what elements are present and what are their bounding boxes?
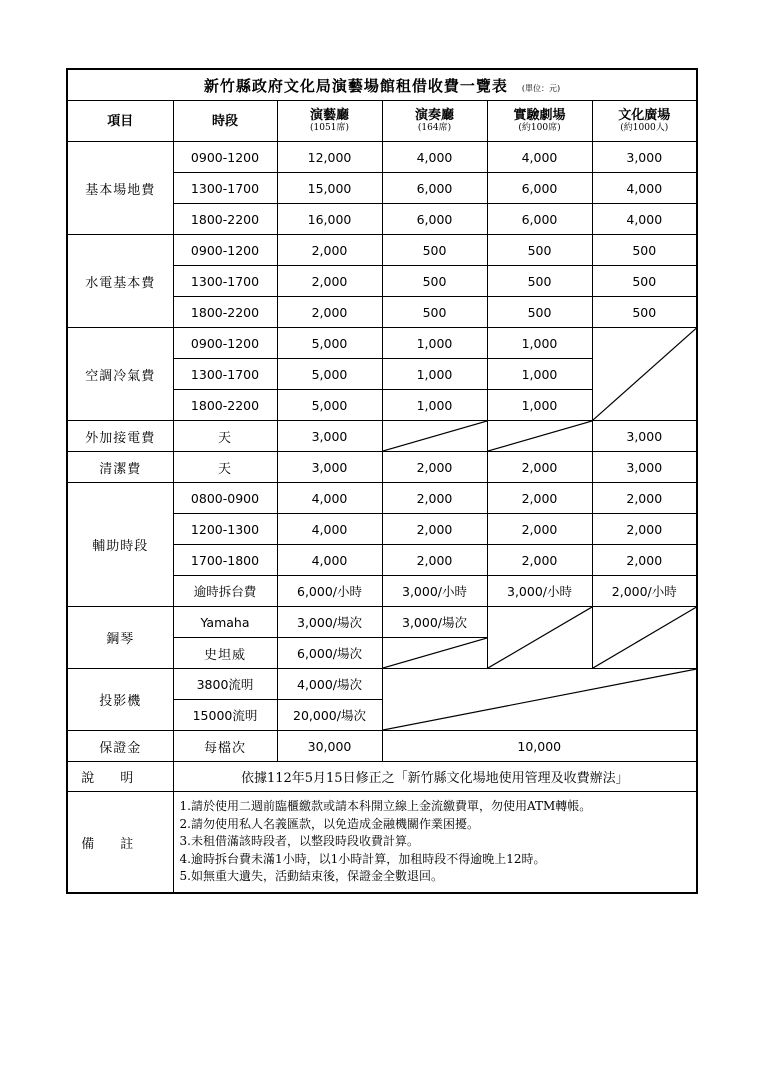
venue-name: 實驗劇場	[513, 108, 566, 123]
basic-fee-label: 基本場地費	[67, 142, 173, 235]
note-line: 5.如無重大遺失，活動結束後，保證金全數退回。	[179, 869, 443, 884]
fee-cell: 2,000	[382, 452, 487, 483]
explanation-label-text: 說明	[81, 771, 160, 786]
fee-cell: 4,000	[592, 204, 697, 235]
unit-note: (單位：元)	[521, 83, 561, 93]
period-cell: 3800流明	[173, 669, 277, 700]
fee-cell: 2,000	[487, 452, 592, 483]
fee-cell: 4,000	[277, 483, 382, 514]
deposit-label: 保證金	[67, 731, 173, 762]
diagonal-slash	[488, 607, 592, 668]
period-cell: 1700-1800	[173, 545, 277, 576]
piano-label: 鋼琴	[67, 607, 173, 669]
table-row	[67, 483, 697, 514]
extra-power-label: 外加接電費	[67, 421, 173, 452]
fee-cell: 4,000	[277, 514, 382, 545]
period-cell: Yamaha	[173, 607, 277, 638]
notes-content	[173, 792, 697, 894]
header-period: 時段	[173, 101, 277, 142]
diagonal-slash	[488, 421, 592, 451]
diagonal-slash	[383, 421, 487, 451]
projector-label: 投影機	[67, 669, 173, 731]
fee-cell: 500	[382, 266, 487, 297]
period-cell: 史坦威	[173, 638, 277, 669]
header-venue-recital-hall	[382, 101, 487, 142]
table-row	[67, 328, 697, 359]
fee-table	[66, 68, 698, 894]
fee-cell: 5,000	[277, 390, 382, 421]
period-cell: 15000流明	[173, 700, 277, 731]
fee-cell: 500	[487, 235, 592, 266]
fee-cell: 2,000	[277, 266, 382, 297]
fee-cell: 2,000	[382, 483, 487, 514]
fee-cell: 3,000	[592, 142, 697, 173]
fee-cell: 500	[487, 297, 592, 328]
notes-label-text: 備註	[81, 836, 160, 852]
table-row	[67, 792, 697, 894]
fee-cell: 3,000	[277, 452, 382, 483]
fee-cell: 6,000/小時	[277, 576, 382, 607]
fee-cell: 6,000	[487, 204, 592, 235]
venue-seats: (164席)	[417, 123, 452, 133]
diagonal-slash	[593, 328, 697, 420]
period-cell: 天	[173, 452, 277, 483]
not-applicable-cell	[592, 607, 697, 669]
aux-period-label: 輔助時段	[67, 483, 173, 607]
fee-cell: 3,000	[277, 421, 382, 452]
fee-cell: 2,000	[382, 545, 487, 576]
period-cell: 1300-1700	[173, 266, 277, 297]
period-cell: 每檔次	[173, 731, 277, 762]
table-row	[67, 607, 697, 638]
fee-cell: 3,000/小時	[487, 576, 592, 607]
venue-name: 文化廣場	[618, 108, 671, 123]
explanation-label	[67, 762, 173, 792]
fee-cell: 4,000/場次	[277, 669, 382, 700]
not-applicable-cell	[592, 328, 697, 421]
notes-label	[67, 792, 173, 894]
fee-cell: 2,000	[487, 483, 592, 514]
fee-cell: 3,000/小時	[382, 576, 487, 607]
fee-cell: 2,000/小時	[592, 576, 697, 607]
not-applicable-cell	[487, 421, 592, 452]
fee-cell: 16,000	[277, 204, 382, 235]
fee-cell: 500	[487, 266, 592, 297]
fee-cell: 1,000	[487, 328, 592, 359]
table-row	[67, 731, 697, 762]
fee-cell: 5,000	[277, 359, 382, 390]
not-applicable-cell	[487, 607, 592, 669]
period-cell: 天	[173, 421, 277, 452]
diagonal-slash	[383, 638, 487, 668]
not-applicable-cell	[382, 638, 487, 669]
table-row	[67, 421, 697, 452]
period-cell: 0900-1200	[173, 142, 277, 173]
header-item: 項目	[67, 101, 173, 142]
note-line: 3.未租借滿該時段者，以整段時段收費計算。	[179, 834, 419, 849]
fee-cell: 3,000/場次	[382, 607, 487, 638]
header-venue-experimental-theater	[487, 101, 592, 142]
explanation-text: 依據112年5月15日修正之「新竹縣文化場地使用管理及收費辦法」	[173, 762, 697, 792]
venue-name: 演藝廳	[309, 108, 349, 123]
fee-cell: 30,000	[277, 731, 382, 762]
diagonal-slash	[383, 669, 697, 730]
cleaning-label: 清潔費	[67, 452, 173, 483]
fee-cell: 3,000	[592, 421, 697, 452]
fee-cell: 2,000	[592, 514, 697, 545]
utility-fee-label: 水電基本費	[67, 235, 173, 328]
fee-cell: 6,000	[487, 173, 592, 204]
fee-cell: 1,000	[382, 390, 487, 421]
fee-cell: 2,000	[382, 514, 487, 545]
fee-cell: 4,000	[487, 142, 592, 173]
table-row	[67, 669, 697, 700]
fee-cell: 2,000	[277, 235, 382, 266]
fee-schedule-document	[66, 68, 696, 894]
period-cell: 0900-1200	[173, 235, 277, 266]
fee-cell: 1,000	[487, 359, 592, 390]
fee-cell: 2,000	[487, 545, 592, 576]
fee-cell: 2,000	[592, 483, 697, 514]
venue-seats: (約100席)	[518, 123, 561, 133]
period-cell: 0800-0900	[173, 483, 277, 514]
fee-cell: 6,000/場次	[277, 638, 382, 669]
period-cell: 1300-1700	[173, 359, 277, 390]
fee-cell: 6,000	[382, 204, 487, 235]
not-applicable-cell	[382, 421, 487, 452]
fee-cell: 500	[382, 297, 487, 328]
fee-cell: 6,000	[382, 173, 487, 204]
period-cell: 1300-1700	[173, 173, 277, 204]
fee-cell: 2,000	[592, 545, 697, 576]
period-cell: 0900-1200	[173, 328, 277, 359]
fee-cell: 3,000	[592, 452, 697, 483]
header-venue-culture-plaza	[592, 101, 697, 142]
period-cell: 1800-2200	[173, 297, 277, 328]
fee-cell: 1,000	[382, 328, 487, 359]
fee-cell: 500	[592, 235, 697, 266]
venue-seats: (約1000人)	[620, 123, 669, 133]
fee-cell: 4,000	[277, 545, 382, 576]
table-title: 新竹縣政府文化局演藝場館租借收費一覽表	[203, 76, 508, 95]
fee-cell: 5,000	[277, 328, 382, 359]
note-line: 2.請勿使用私人名義匯款，以免造成金融機關作業困擾。	[179, 816, 479, 831]
fee-cell: 1,000	[382, 359, 487, 390]
period-cell: 1800-2200	[173, 390, 277, 421]
table-row	[67, 762, 697, 792]
fee-cell: 10,000	[382, 731, 697, 762]
fee-cell: 500	[592, 266, 697, 297]
fee-cell: 4,000	[382, 142, 487, 173]
table-row	[67, 452, 697, 483]
table-title-row	[67, 69, 697, 101]
fee-cell: 20,000/場次	[277, 700, 382, 731]
fee-cell: 2,000	[277, 297, 382, 328]
fee-cell: 3,000/場次	[277, 607, 382, 638]
header-row	[67, 101, 697, 142]
diagonal-slash	[593, 607, 697, 668]
venue-name: 演奏廳	[414, 108, 454, 123]
table-row	[67, 235, 697, 266]
fee-cell: 2,000	[487, 514, 592, 545]
period-cell: 逾時拆台費	[173, 576, 277, 607]
venue-seats: (1051席)	[310, 123, 349, 133]
period-cell: 1200-1300	[173, 514, 277, 545]
fee-cell: 12,000	[277, 142, 382, 173]
fee-cell: 4,000	[592, 173, 697, 204]
ac-fee-label: 空調冷氣費	[67, 328, 173, 421]
note-line: 4.逾時拆台費未滿1小時，以1小時計算，加租時段不得逾晚上12時。	[179, 851, 546, 866]
period-cell: 1800-2200	[173, 204, 277, 235]
fee-cell: 500	[382, 235, 487, 266]
fee-cell: 500	[592, 297, 697, 328]
fee-cell: 1,000	[487, 390, 592, 421]
not-applicable-cell	[382, 669, 697, 731]
fee-cell: 15,000	[277, 173, 382, 204]
table-row	[67, 142, 697, 173]
header-venue-performance-hall	[277, 101, 382, 142]
note-line: 1.請於使用二週前臨櫃繳款或請本科開立線上金流繳費單，勿使用ATM轉帳。	[179, 799, 592, 814]
